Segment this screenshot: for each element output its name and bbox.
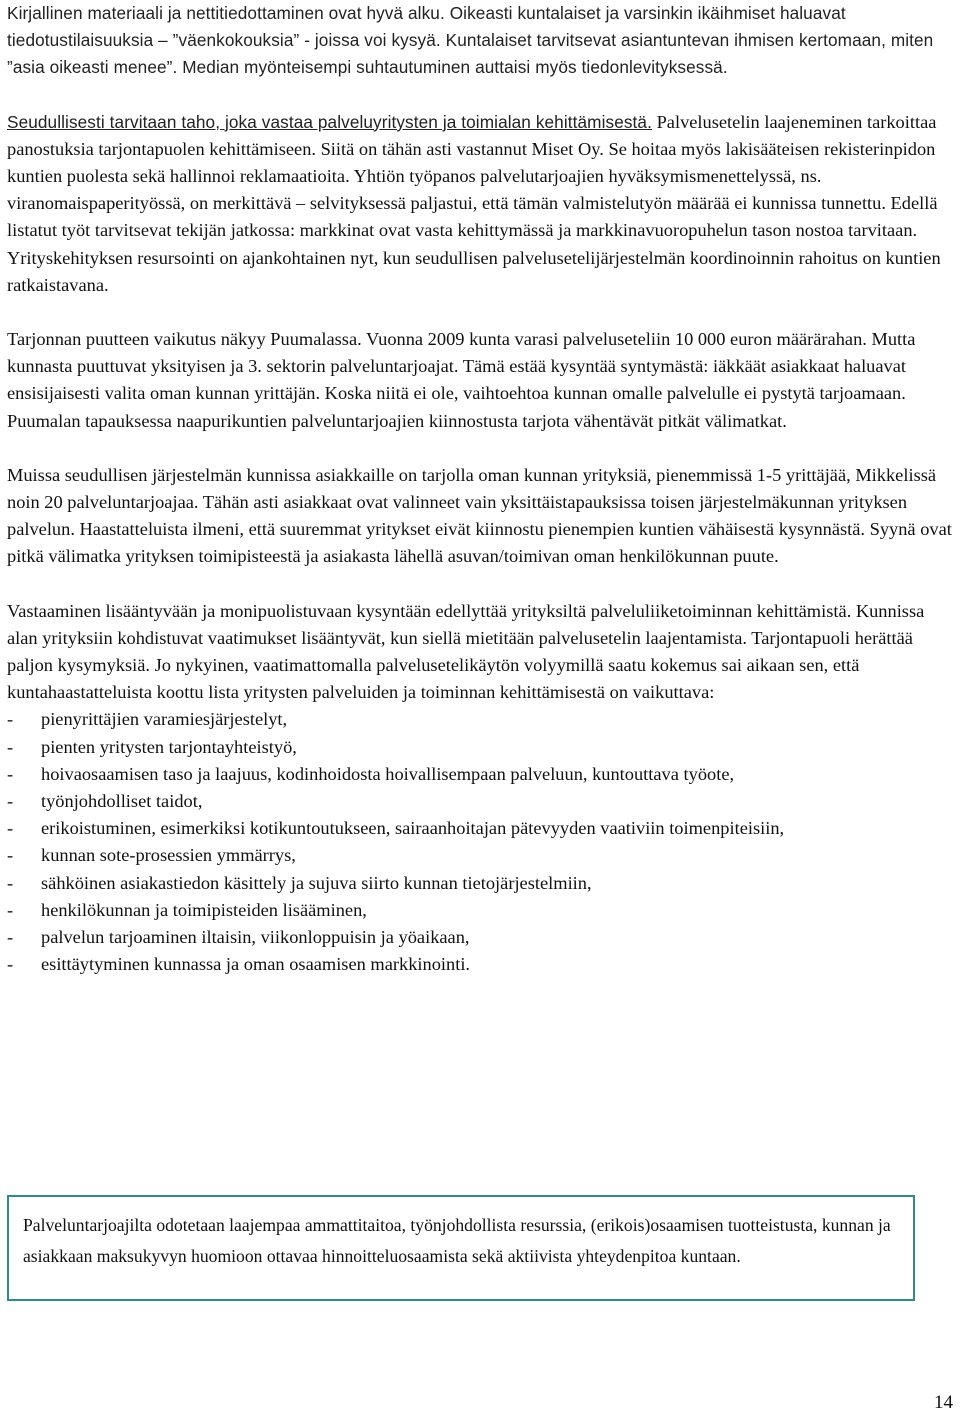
page-number: 14 bbox=[934, 1392, 953, 1413]
list-item-text: työnjohdolliset taidot, bbox=[41, 791, 203, 812]
document-page bbox=[7, 0, 952, 979]
list-item-text: erikoistuminen, esimerkiksi kotikuntoutukseen, sairaanhoitajan pätevyyden vaativiin toimenpiteisiin, bbox=[41, 818, 785, 839]
list-item bbox=[7, 815, 952, 842]
dash-bullet: - bbox=[7, 872, 14, 893]
paragraph-communication-text: Kirjallinen materiaali ja nettitiedottaminen ovat hyvä alku. Oikeasti kuntalaiset ja varsinkin ikäihmiset haluavat tiedotustilaisuuksia – ”väenkokouksia” - joissa voi kysyä. Kuntalaiset tarvitsevat asiantuntevan ihmisen kertomaan, miten ”asia oikeasti menee”. Median myönteisempi suhtautuminen auttaisi myös tiedonlevityksessä. bbox=[7, 3, 934, 78]
summary-callout-box bbox=[7, 1195, 915, 1301]
dash-bullet: - bbox=[7, 736, 14, 757]
paragraph-other-municipalities: Muissa seudullisen järjestelmän kunnissa asiakkaille on tarjolla oman kunnan yrityksiä, pienemmissä 1-5 yrittäjää, Mikkelissä noin 20 palveluntarjoajaa. Tähän asti asiakkaat ovat valinneet vain yksittäistapauksissa toisen järjestelmäkunnan yrityksen palvelun. Haastatteluista ilmeni, että suuremmat yritykset eivät kiinnostu pienempien kuntien vähäisestä kysynnästä. Syynä ovat pitkä välimatka yrityksen toimipisteestä ja asiakasta lähellä asuvan/toimivan oman henkilökunnan puute. bbox=[7, 464, 952, 567]
list-item bbox=[7, 951, 952, 978]
list-item bbox=[7, 734, 952, 761]
paragraph-regional-development-text: Palvelusetelin laajeneminen tarkoittaa panostuksia tarjontapuolen kehittämiseen. Siitä on tähän asti vastannut Miset Oy. Se hoitaa myös lakisääteisen rekisterinpidon kuntien puolesta sekä hallinnoi reklamaatioita. Yhtiön työpanos palvelutarjoajien hyväksymismenettelyssä, ns. viranomaispaperityössä, on merkittävä – selvityksessä paljastui, että tämän valmistelutyön määrää ei kunnissa tunnettu. Edellä listatut työt tarvitsevat tekijän jatkossa: markkinat ovat vasta kehittymässä ja markkinavuoropuhelun tason nostoa tarvitaan. Yrityskehityksen resursointi on ajankohtainen nyt, kun seudullisen palvelusetelijärjestelmän koordinoinnin rahoitus on kuntien ratkaistavana. bbox=[7, 111, 941, 295]
list-item bbox=[7, 924, 952, 951]
list-item-text: henkilökunnan ja toimipisteiden lisääminen, bbox=[41, 899, 367, 920]
dash-bullet: - bbox=[7, 791, 14, 812]
list-item-text: hoivaosaamisen taso ja laajuus, kodinhoidosta hoivallisempaan palveluun, kuntouttava työote, bbox=[41, 763, 735, 784]
list-item-text: pienten yritysten tarjontayhteistyö, bbox=[41, 736, 297, 757]
list-item-text: pienyrittäjien varamiesjärjestelyt, bbox=[41, 709, 288, 730]
list-item bbox=[7, 870, 952, 897]
development-needs-list bbox=[7, 706, 952, 978]
dash-bullet: - bbox=[7, 845, 14, 866]
dash-bullet: - bbox=[7, 818, 14, 839]
paragraph-regional-development bbox=[7, 109, 952, 299]
list-item-text: esittäytyminen kunnassa ja oman osaamisen markkinointi. bbox=[41, 954, 471, 975]
callout-text: Palveluntarjoajilta odotetaan laajempaa ammattitaitoa, työnjohdollista resurssia, (erikois)osaamisen tuotteistusta, kunnan ja asiakkaan maksukyvyn huomioon ottavaa hinnoitteluosaamista sekä aktiivista yhteydenpitoa kuntaan. bbox=[23, 1215, 891, 1266]
list-item-text: sähköinen asiakastiedon käsittely ja sujuva siirto kunnan tietojärjestelmiin, bbox=[41, 872, 592, 893]
underlined-key-sentence: Seudullisesti tarvitaan taho, joka vastaa palveluyritysten ja toimialan kehittämisestä. bbox=[7, 111, 652, 132]
dash-bullet: - bbox=[7, 954, 14, 975]
paragraph-communication bbox=[7, 0, 952, 82]
dash-bullet: - bbox=[7, 927, 14, 948]
dash-bullet: - bbox=[7, 763, 14, 784]
paragraph-service-business: Vastaaminen lisääntyvään ja monipuolistuvaan kysyntään edellyttää yrityksiltä palveluliiketoiminnan kehittämistä. Kunnissa alan yrityksiin kohdistuvat vaatimukset lisääntyvät, kun siellä mietitään palvelusetelin laajentamista. Tarjontapuoli herättää paljon kysymyksiä. Jo nykyinen, vaatimattomalla palvelusetelikäytön volyymillä saatu kokemus sai aikaan sen, että kuntahaastatteluista koottu lista yritysten palveluiden ja toiminnan kehittämisestä on vaikuttava: bbox=[7, 600, 925, 703]
list-item bbox=[7, 761, 952, 788]
list-item bbox=[7, 706, 952, 733]
list-item bbox=[7, 842, 952, 869]
paragraph-puumala: Tarjonnan puutteen vaikutus näkyy Puumalassa. Vuonna 2009 kunta varasi palveluseteliin 10 000 euron määrärahan. Mutta kunnasta puuttuvat yksityisen ja 3. sektorin palveluntarjoajat. Tämä estää kysyntää syntymästä: iäkkäät asiakkaat haluavat ensisijaisesti valita oman kunnan yrittäjän. Koska niitä ei ole, vaihtoehtoa kunnan omalle palvelulle ei pystytä tarjoamaan. Puumalan tapauksessa naapurikuntien palveluntarjoajien kiinnostusta tarjota vähentävät pitkät välimatkat. bbox=[7, 329, 916, 431]
list-item bbox=[7, 897, 952, 924]
dash-bullet: - bbox=[7, 709, 14, 730]
list-item-text: palvelun tarjoaminen iltaisin, viikonloppuisin ja yöaikaan, bbox=[41, 927, 470, 948]
list-item-text: kunnan sote-prosessien ymmärrys, bbox=[41, 845, 296, 866]
list-item bbox=[7, 788, 952, 815]
dash-bullet: - bbox=[7, 899, 14, 920]
